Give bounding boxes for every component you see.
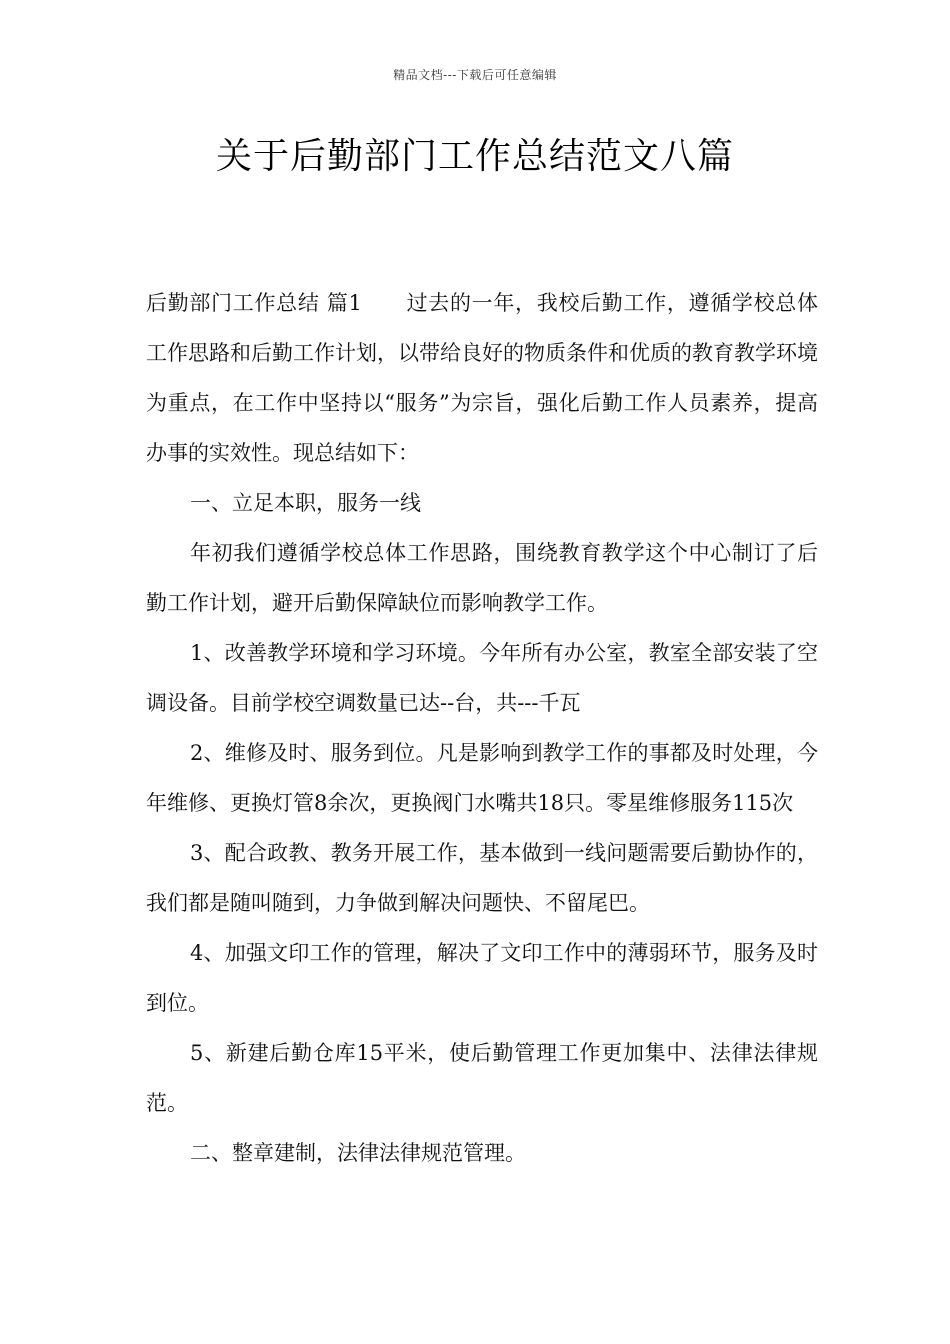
intro-text: 过去的一年，我校后勤工作，遵循学校总体工作思路和后勤工作计划，以带给良好的物质条件和优质的教育教学环境为重点，在工作中坚持以“服务”为宗旨，强化后勤工作人员素养，提高办事的实效性。现总结如下： (146, 291, 818, 465)
list-item-2: 2、维修及时、服务到位。凡是影响到教学工作的事都及时处理，今年维修、更换灯管8余次，更换阀门水嘴共18只。零星维修服务115次 (146, 741, 818, 815)
document-title: 关于后勤部门工作总结范文八篇 (215, 136, 734, 177)
section-heading-1: 一、立足本职，服务一线 (190, 491, 421, 515)
section-label: 后勤部门工作总结 篇1 (146, 291, 362, 315)
list-item-4: 4、加强文印工作的管理，解决了文印工作中的薄弱环节，服务及时到位。 (146, 941, 818, 1015)
section-heading-2: 二、整章建制，法律法律规范管理。 (190, 1141, 526, 1165)
document-body (146, 278, 818, 1178)
list-item-5: 5、新建后勤仓库15平米，使后勤管理工作更加集中、法律法律规范。 (146, 1041, 818, 1115)
list-item-1: 1、改善教学环境和学习环境。今年所有办公室，教室全部安装了空调设备。目前学校空调数量已达--台，共---千瓦 (146, 641, 818, 715)
header-note: 精品文档---下载后可任意编辑 (393, 68, 557, 82)
list-item-3: 3、配合政教、教务开展工作，基本做到一线问题需要后勤协作的，我们都是随叫随到，力争做到解决问题快、不留尾巴。 (146, 841, 818, 915)
intro-paragraph (146, 278, 818, 478)
body-paragraph: 年初我们遵循学校总体工作思路，围绕教育教学这个中心制订了后勤工作计划，避开后勤保障缺位而影响教学工作。 (146, 541, 818, 615)
